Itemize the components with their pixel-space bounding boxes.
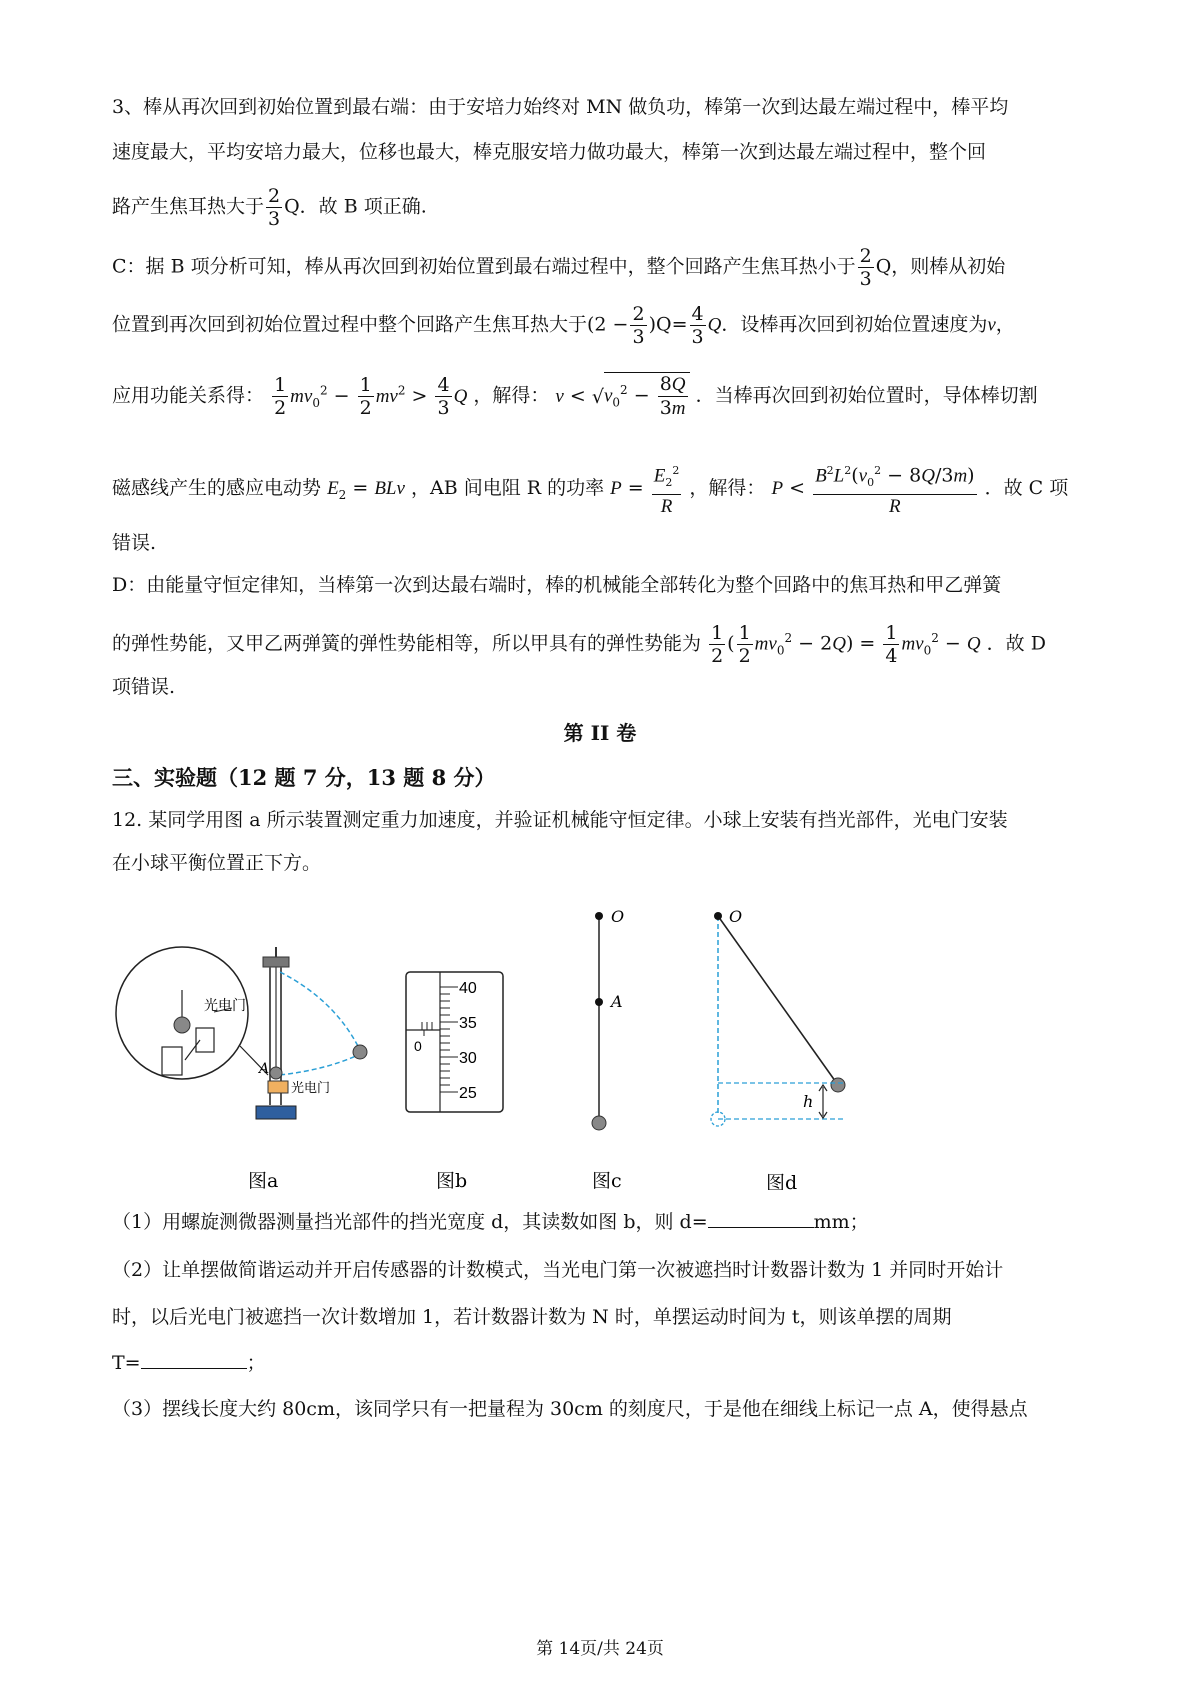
figures-area: [110, 890, 1070, 1190]
answer-blank-d[interactable]: [708, 1227, 814, 1228]
tick-label-35: 35: [459, 1015, 477, 1032]
q12-line2: 在小球平衡位置正下方。: [112, 852, 322, 874]
tick-label-30: 30: [459, 1050, 477, 1067]
tick-label-25: 25: [459, 1085, 477, 1102]
power-inequality: P < $\frac{B^2L^2(v_0^2 - 8Q/3m)}{R}$: [771, 477, 978, 499]
para-c-line3: 应用功能关系得： $\frac{1}{2}$ $mv_0^2$ − $\frac{1}{2}$ $mv^2$ > $\frac{4}{3}$ Q ，解得： $v < √v_0^2$ − $\frac{8Q}{3m}$ ．当棒再次回到初始位置时，导体棒切割: [112, 373, 1038, 419]
q12-sub2-line2: 时，以后光电门被遮挡一次计数增加 1，若计数器计数为 N 时，单摆运动时间为 t，则该单摆的周期: [112, 1306, 952, 1328]
point-o-label-d: O: [729, 907, 743, 926]
para-b-line1: 3、棒从再次回到初始位置到最右端：由于安培力始终对 MN 做负功，棒第一次到达最左端过程中，棒平均: [112, 96, 1009, 118]
para-c-line5: 错误.: [112, 532, 157, 554]
energy-inequality: $\frac{1}{2}$ $mv_0^2$ − $\frac{1}{2}$ $mv^2$ > $\frac{4}{3}$ Q: [274, 374, 468, 419]
height-label-h: h: [803, 1092, 814, 1111]
para-c-line4: 磁感线产生的感应电动势 $E_2$ = BLv ，AB 间电阻 R 的功率 P = $\frac{E_2^2}{R}$ ，解得： P < $\frac{B^2L^2(v_0^2 - 8Q/3m)}{R}$ ．故 C 项: [112, 460, 1110, 518]
fraction-2-3: $\frac{2}{3}$: [632, 303, 645, 348]
section-title: 三、实验题（12 题 7 分，13 题 8 分）: [112, 765, 496, 790]
sleeve-zero-label: 0: [414, 1038, 422, 1054]
point-a-label-a: A: [259, 1061, 270, 1077]
answer-blank-period[interactable]: [141, 1368, 247, 1369]
gate-label-1: 光电门: [204, 997, 246, 1013]
q12-sub3-line1: （3）摆线长度大约 80cm，该同学只有一把量程为 30cm 的刻度尺，于是他在细线上标记一点 A，使得悬点: [112, 1398, 1028, 1420]
caption-b: 图b: [436, 1170, 468, 1190]
para-b-line2: 速度最大，平均安培力最大，位移也最大，棒克服安培力做功最大，棒第一次到达最左端过程中，整个回: [112, 141, 987, 163]
ball-zoom: [174, 1017, 190, 1033]
point-a-label-c: A: [611, 992, 623, 1011]
gate-label-2: 光电门: [291, 1080, 331, 1095]
point-o-label-c: O: [611, 907, 625, 926]
para-d-line1: D：由能量守恒定律知，当棒第一次到达最右端时，棒的机械能全部转化为整个回路中的焦耳热和甲乙弹簧: [112, 574, 1002, 596]
velocity-inequality: $v < √v_0^2$ − $\frac{8Q}{3m}$: [555, 385, 689, 407]
page-footer: 第 14页/共 24页: [536, 1639, 664, 1659]
figure-a: [116, 947, 367, 1190]
para-b-line3: 路产生焦耳热大于 $\frac{2}{3}$ Q．故 B 项正确.: [112, 185, 427, 230]
fraction-2-3: $\frac{2}{3}$: [268, 185, 281, 230]
q12-sub2-line3: T= ；: [112, 1352, 266, 1374]
q12-sub2-line1: （2）让单摆做简谐运动并开启传感器的计数模式，当光电门第一次被遮挡时计数器计数为 1 并同时开始计: [112, 1259, 1004, 1281]
para-d-line2: 的弹性势能，又甲乙两弹簧的弹性势能相等，所以甲具有的弹性势能为 $\frac{1}{2}$ ( $\frac{1}{2}$ $mv_0^2 - 2Q$) = $\frac{1}{4}$ $mv_0^2 - Q$ ．故 D: [112, 622, 1046, 667]
q12-sub1: （1）用螺旋测微器测量挡光部件的挡光宽度 d，其读数如图 b，则 d= mm；: [112, 1211, 869, 1233]
fraction-4-3: $\frac{4}{3}$: [691, 303, 704, 348]
caption-d: 图d: [766, 1172, 798, 1190]
figure-b: [406, 972, 503, 1190]
tick-label-40: 40: [459, 980, 477, 997]
caption-a: 图a: [248, 1170, 279, 1190]
q12-line1: 12. 某同学用图 a 所示装置测定重力加速度，并验证机械能守恒定律。小球上安装有挡光部件，光电门安装: [112, 809, 1008, 831]
para-c-line2: 位置到再次回到初始位置过程中整个回路产生焦耳热大于(2 − $\frac{2}{3}$ )Q= $\frac{4}{3}$ Q．设棒再次回到初始位置速度为v，: [112, 303, 1015, 348]
figure-c: [592, 907, 624, 1190]
para-c-line1: C：据 B 项分析可知，棒从再次回到初始位置到最右端过程中，整个回路产生焦耳热小于 $\frac{2}{3}$ Q，则棒从初始: [112, 245, 1006, 290]
ball-swing: [353, 1045, 367, 1059]
para-d-line3: 项错误.: [112, 676, 176, 698]
fraction-2-3: $\frac{2}{3}$: [859, 245, 872, 290]
volume-title: 第 II 卷: [563, 721, 637, 745]
caption-c: 图c: [592, 1170, 622, 1190]
figure-d: [711, 907, 845, 1190]
ball-rest: [270, 1067, 282, 1079]
